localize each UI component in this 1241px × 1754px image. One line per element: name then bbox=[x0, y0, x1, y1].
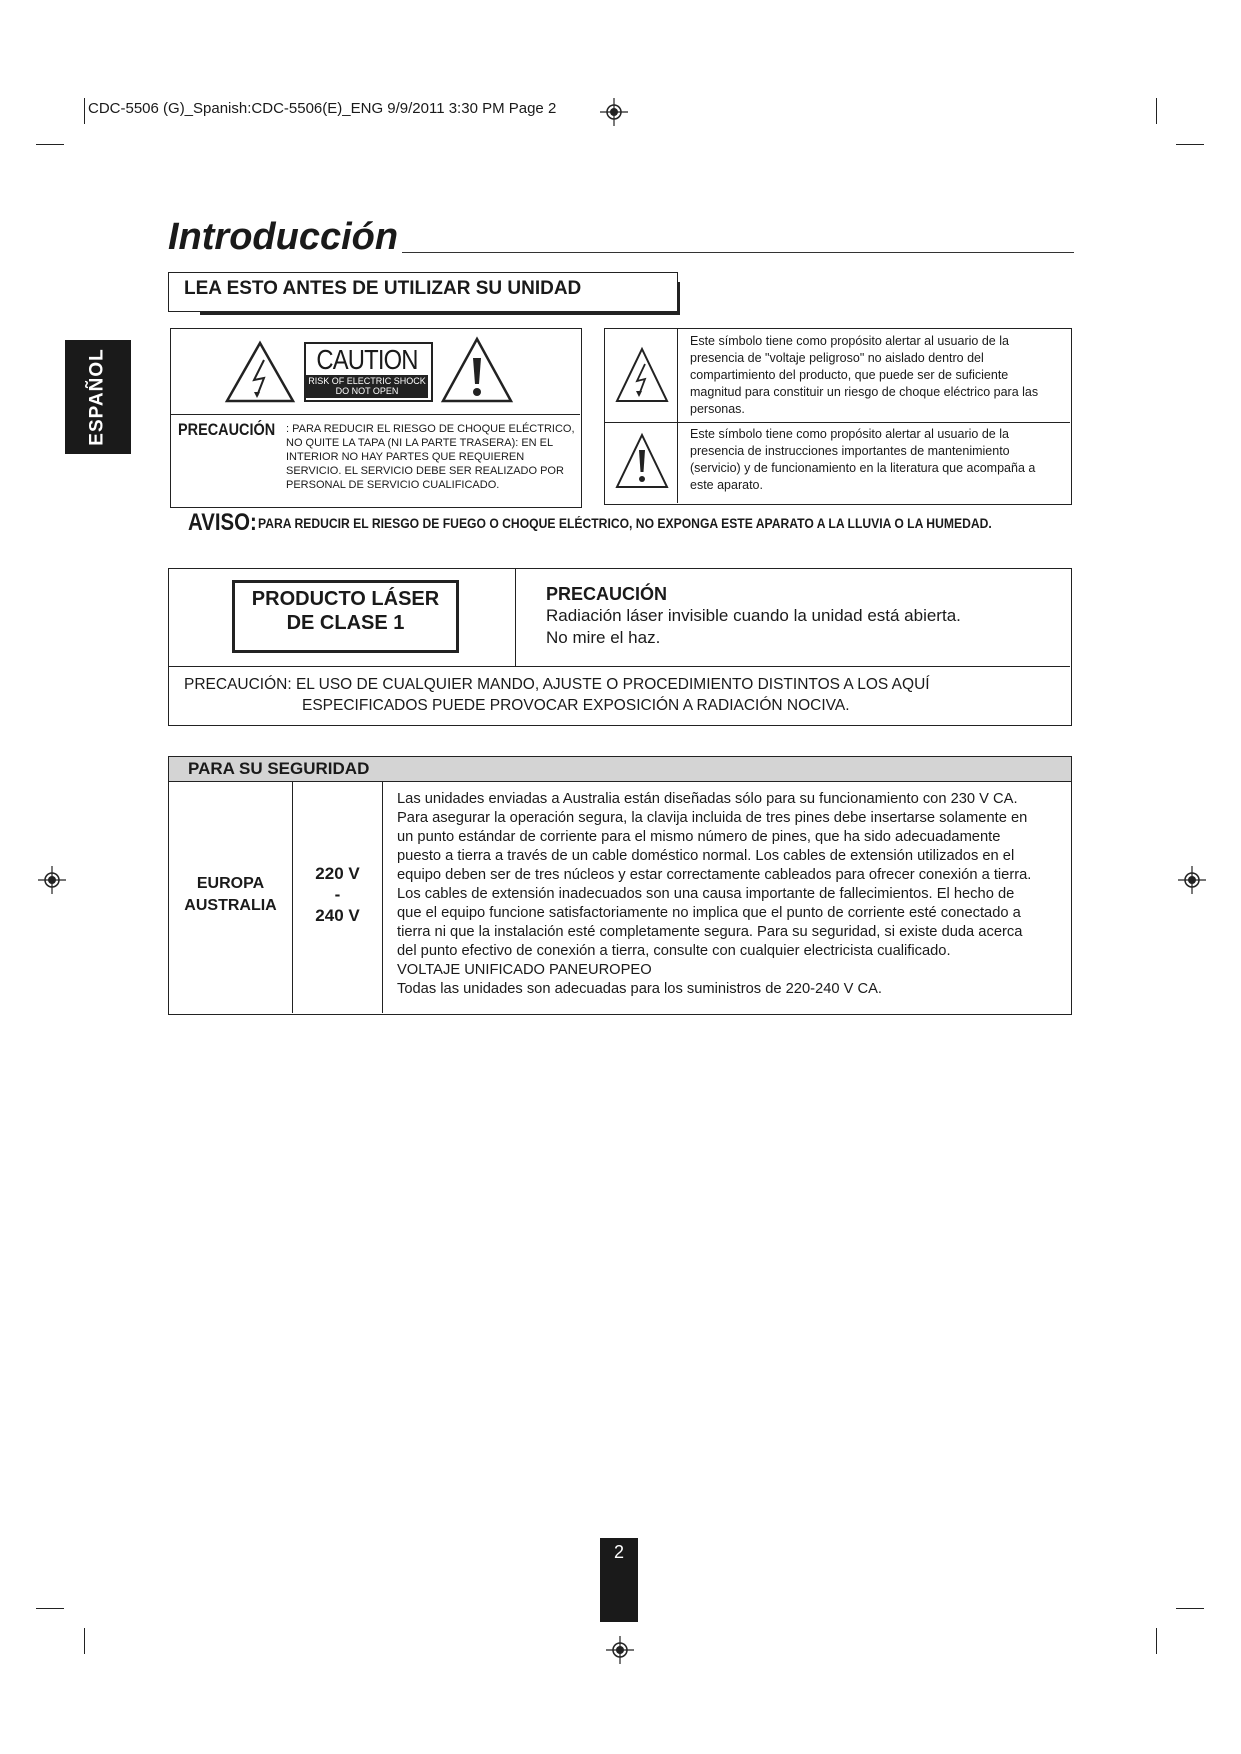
crop-mark bbox=[84, 98, 85, 124]
crop-mark bbox=[36, 1608, 64, 1609]
safety-heading: PARA SU SEGURIDAD bbox=[188, 759, 370, 778]
laser-class-line-2: DE CLASE 1 bbox=[286, 612, 405, 634]
safety-line: puesto a tierra a través de un cable doméstico normal. Los cables de extensión utilizados en el bbox=[397, 848, 1015, 864]
exclamation-symbol-text: Este símbolo tiene como propósito alertar al usuario de la presencia de instrucciones importantes de mantenimiento (servicio) y de funcionamiento en la literatura que acompaña a este aparato. bbox=[690, 427, 1036, 492]
laser-precaution-heading: PRECAUCIÓN bbox=[546, 584, 668, 604]
safety-line: un punto estándar de corriente para el mismo número de pines, que ha sido adecuadamente bbox=[397, 829, 1001, 845]
safety-line: VOLTAJE UNIFICADO PANEUROPEO bbox=[397, 962, 652, 978]
laser-divider bbox=[168, 666, 1070, 667]
crop-mark bbox=[1176, 1608, 1204, 1609]
laser-footer-line: ESPECIFICADOS PUEDE PROVOCAR EXPOSICIÓN A RADIACIÓN NOCIVA. bbox=[302, 697, 850, 714]
laser-precaution-line: Radiación láser invisible cuando la unidad está abierta. bbox=[546, 606, 961, 625]
page-title: Introducción bbox=[168, 216, 399, 258]
safety-line: que el equipo funcione satisfactoriamente no implica que el punto de corriente esté conectado a bbox=[397, 905, 1021, 921]
page-number: 2 bbox=[613, 1542, 624, 1562]
crop-mark bbox=[1156, 1628, 1157, 1654]
crop-mark bbox=[36, 144, 64, 145]
exclamation-warning-icon bbox=[614, 432, 670, 490]
language-tab-label: ESPAÑOL bbox=[87, 348, 108, 446]
safety-line: Para asegurar la operación segura, la clavija incluida de tres pines debe insertarse solamente en bbox=[397, 810, 1028, 826]
safety-line: Las unidades enviadas a Australia están diseñadas sólo para su funcionamiento con 230 V CA. bbox=[397, 791, 1018, 807]
subtitle-shadow bbox=[677, 282, 680, 315]
safety-text bbox=[397, 790, 1087, 999]
print-header: CDC-5506 (G)_Spanish:CDC-5506(E)_ENG 9/9/2011 3:30 PM Page 2 bbox=[88, 100, 557, 117]
precaution-label: PRECAUCIÓN bbox=[178, 420, 276, 439]
subtitle-shadow bbox=[200, 312, 680, 315]
safety-column-divider bbox=[382, 782, 383, 1013]
crop-mark bbox=[84, 1628, 85, 1654]
lightning-symbol-text: Este símbolo tiene como propósito alertar al usuario de la presencia de "voltaje peligroso" no aislado dentro del compartimiento del producto, que puede ser de suficiente magnitud para constituir un riesgo de choque eléctrico para las personas. bbox=[690, 334, 1039, 416]
electric-shock-warning-icon bbox=[614, 346, 670, 404]
symbol-divider bbox=[677, 328, 678, 503]
caution-subtext: RISK OF ELECTRIC SHOCK DO NOT OPEN bbox=[306, 375, 428, 398]
electric-shock-warning-icon bbox=[224, 340, 296, 404]
registration-mark-icon bbox=[1178, 866, 1206, 894]
voltage-cell: 220 V - 240 V bbox=[315, 864, 360, 925]
aviso-label: AVISO: bbox=[188, 509, 257, 536]
laser-class-line-1: PRODUCTO LÁSER bbox=[251, 588, 440, 610]
aviso-text: PARA REDUCIR EL RIESGO DE FUEGO O CHOQUE ELÉCTRICO, NO EXPONGA ESTE APARATO A LA LLUVIA O LA HUMEDAD. bbox=[258, 516, 992, 531]
safety-line: del punto efectivo de conexión a tierra, consulte con cualquier electricista cualificado. bbox=[397, 943, 951, 959]
region-cell: EUROPA AUSTRALIA bbox=[184, 875, 277, 914]
exclamation-warning-icon bbox=[440, 336, 514, 404]
subtitle: LEA ESTO ANTES DE UTILIZAR SU UNIDAD bbox=[184, 278, 582, 299]
laser-divider bbox=[515, 568, 516, 666]
registration-mark-icon bbox=[606, 1636, 634, 1664]
crop-mark bbox=[1176, 144, 1204, 145]
caution-divider bbox=[170, 414, 580, 415]
registration-mark-icon bbox=[600, 98, 628, 126]
safety-line: tierra ni que la instalación esté completamente segura. Para su seguridad, si existe duda acerca bbox=[397, 924, 1023, 940]
safety-line: Todas las unidades son adecuadas para los suministros de 220-240 V CA. bbox=[397, 981, 882, 997]
symbol-divider bbox=[604, 422, 1070, 423]
title-rule bbox=[402, 252, 1074, 253]
laser-footer-line: PRECAUCIÓN: EL USO DE CUALQUIER MANDO, AJUSTE O PROCEDIMIENTO DISTINTOS A LOS AQUÍ bbox=[184, 676, 930, 693]
caution-word: CAUTION bbox=[316, 344, 418, 375]
laser-precaution-line: No mire el haz. bbox=[546, 628, 661, 647]
safety-line: equipo deben ser de tres núcleos y estar correctamente cableados para ofrecer conexión a tierra. bbox=[397, 867, 1032, 883]
registration-mark-icon bbox=[38, 866, 66, 894]
precaution-text: : PARA REDUCIR EL RIESGO DE CHOQUE ELÉCTRICO, NO QUITE LA TAPA (NI LA PARTE TRASERA): EN EL INTERIOR NO HAY PARTES QUE REQUIEREN SERVICIO. EL SERVICIO DEBE SER REALIZADO POR PERSONAL DE SERVICIO CUALIFICADO. bbox=[286, 423, 575, 491]
safety-line: Los cables de extensión inadecuados son una causa importante de fallecimientos. El hecho de bbox=[397, 886, 1015, 902]
crop-mark bbox=[1156, 98, 1157, 124]
